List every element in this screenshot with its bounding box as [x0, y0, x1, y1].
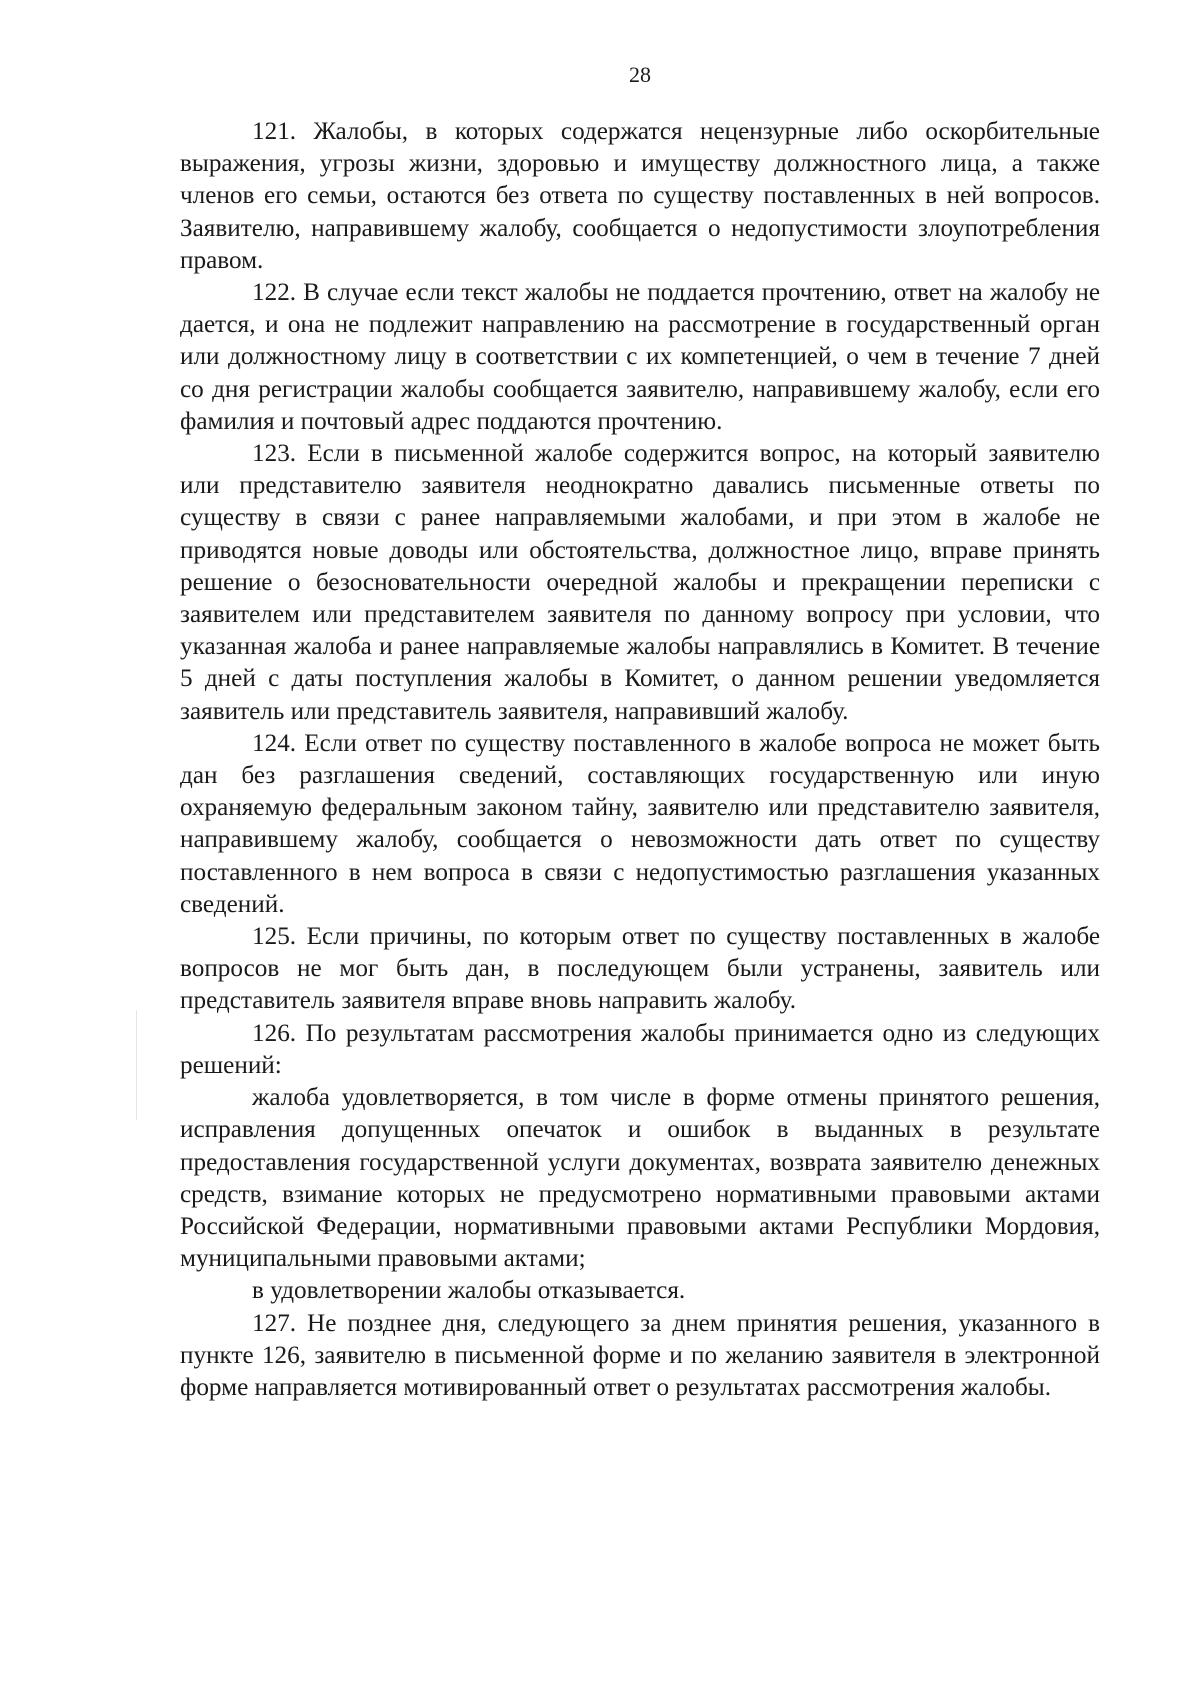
paragraph-122: 122. В случае если текст жалобы не поддается прочтению, ответ на жалобу не дается, и она не подлежит направлению на рассмотрение в государственный орган или должностному лицу в соответствии с их компетенцией, о чем в течение 7 дней со дня регистрации жалобы сообщается заявителю, направившему жалобу, если его фамилия и почтовый адрес поддаются прочтению.	[180, 279, 1100, 435]
page-number: 28	[629, 62, 651, 87]
scan-artifact-line	[136, 1010, 137, 1120]
document-body	[180, 116, 1100, 1404]
paragraph-121: 121. Жалобы, в которых содержатся нецензурные либо оскорбительные выражения, угрозы жизни, здоровью и имуществу должностного лица, а также членов его семьи, остаются без ответа по существу поставленных в ней вопросов. Заявителю, направившему жалобу, сообщается о недопустимости злоупотребления правом.	[180, 118, 1100, 274]
paragraph-124: 124. Если ответ по существу поставленного в жалобе вопроса не может быть дан без разглашения сведений, составляющих государственную или иную охраняемую федеральным законом тайну, заявителю или представителю заявителя, направившему жалобу, сообщается о невозможности дать ответ по существу поставленного в нем вопроса в связи с недопустимостью разглашения указанных сведений.	[180, 729, 1100, 918]
paragraph-126: 126. По результатам рассмотрения жалобы принимается одно из следующих решений:	[180, 1019, 1100, 1079]
paragraph-125: 125. Если причины, по которым ответ по существу поставленных в жалобе вопросов не мог быть дан, в последующем были устранены, заявитель или представитель заявителя вправе вновь направить жалобу.	[180, 923, 1100, 1015]
paragraph-126-option-1: жалоба удовлетворяется, в том числе в форме отмены принятого решения, исправления допущенных опечаток и ошибок в выданных в результате предоставления государственной услуги документах, возврата заявителю денежных средств, взимание которых не предусмотрено нормативными правовыми актами Российской Федерации, нормативными правовыми актами Республики Мордовия, муниципальными правовыми актами;	[180, 1084, 1100, 1273]
paragraph-123: 123. Если в письменной жалобе содержится вопрос, на который заявителю или представителю заявителя неоднократно давались письменные ответы по существу в связи с ранее направляемыми жалобами, и при этом в жалобе не приводятся новые доводы или обстоятельства, должностное лицо, вправе принять решение о безосновательности очередной жалобы и прекращении переписки с заявителем или представителем заявителя по данному вопросу при условии, что указанная жалоба и ранее направляемые жалобы направлялись в Комитет. В течение 5 дней с даты поступления жалобы в Комитет, о данном решении уведомляется заявитель или представитель заявителя, направивший жалобу.	[180, 440, 1100, 725]
paragraph-127: 127. Не позднее дня, следующего за днем принятия решения, указанного в пункте 126, заявителю в письменной форме и по желанию заявителя в электронной форме направляется мотивированный ответ о результатах рассмотрения жалобы.	[180, 1309, 1100, 1401]
paragraph-126-option-2: в удовлетворении жалобы отказывается.	[252, 1277, 686, 1305]
